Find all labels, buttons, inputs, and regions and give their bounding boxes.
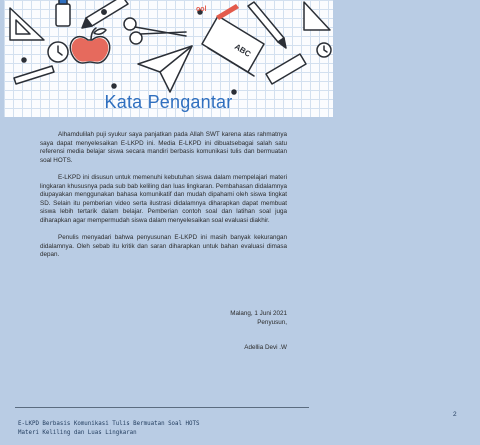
page-title: Kata Pengantar: [104, 92, 233, 112]
header-pencil-text: ool: [196, 6, 207, 13]
footer-line-1: E-LKPD Berbasis Komunikasi Tulis Bermuatan Soal HOTS: [18, 421, 200, 427]
footer-divider: [15, 407, 309, 408]
signature-role: Penyusun,: [257, 319, 287, 326]
footer: [18, 420, 199, 437]
paragraph-1: Alhamdulilah puji syukur saya panjatkan pada Allah SWT karena atas rahmatnya saya dapat menyelesaikan E-LKPD ini. Media E-LKPD ini dibuatsebagai salah satu referensi media belajar siswa secara mandiri berbasis komunikasi tulis dan bermuatan soal HOTS.: [40, 131, 287, 164]
page-number: 2: [453, 411, 457, 418]
notebook-abc-text: ABC: [232, 42, 253, 59]
paragraph-2: E-LKPD ini disusun untuk memenuhi kebutuhan siswa dalam mempelajari materi lingkaran khususnya pada sub bab keliling dan luas lingkaran. Pembahasan didalamnya diupayakan menggunakan bahasa komunikatif dan mudah dipahami oleh siswa tingkat SD. Selain itu pemberian video serta ilustrasi didalamnya diharapkan dapat membuat siswa lebih tertarik dalam belajar. Pemberian contoh soal dan latihan soal juga diharapkan agar mempermudah siswa dalam menyelesaikan soal evaluasi diakhir.: [40, 174, 287, 224]
preface-body: [40, 131, 287, 269]
signature-place-date: Malang, 1 Juni 2021: [230, 310, 287, 317]
paragraph-3: Penulis menyadari bahwa penyusunan E-LKPD ini masih banyak kekurangan didalamnya. Oleh sebab itu kritik dan saran diharapkan untuk bahan evaluasi dimasa depan.: [40, 234, 287, 258]
signature-name: Adellia Devi .W: [244, 344, 287, 351]
header-illustration: [4, 0, 333, 117]
footer-line-2: Materi Keliling dan Luas Lingkaran: [18, 429, 137, 436]
